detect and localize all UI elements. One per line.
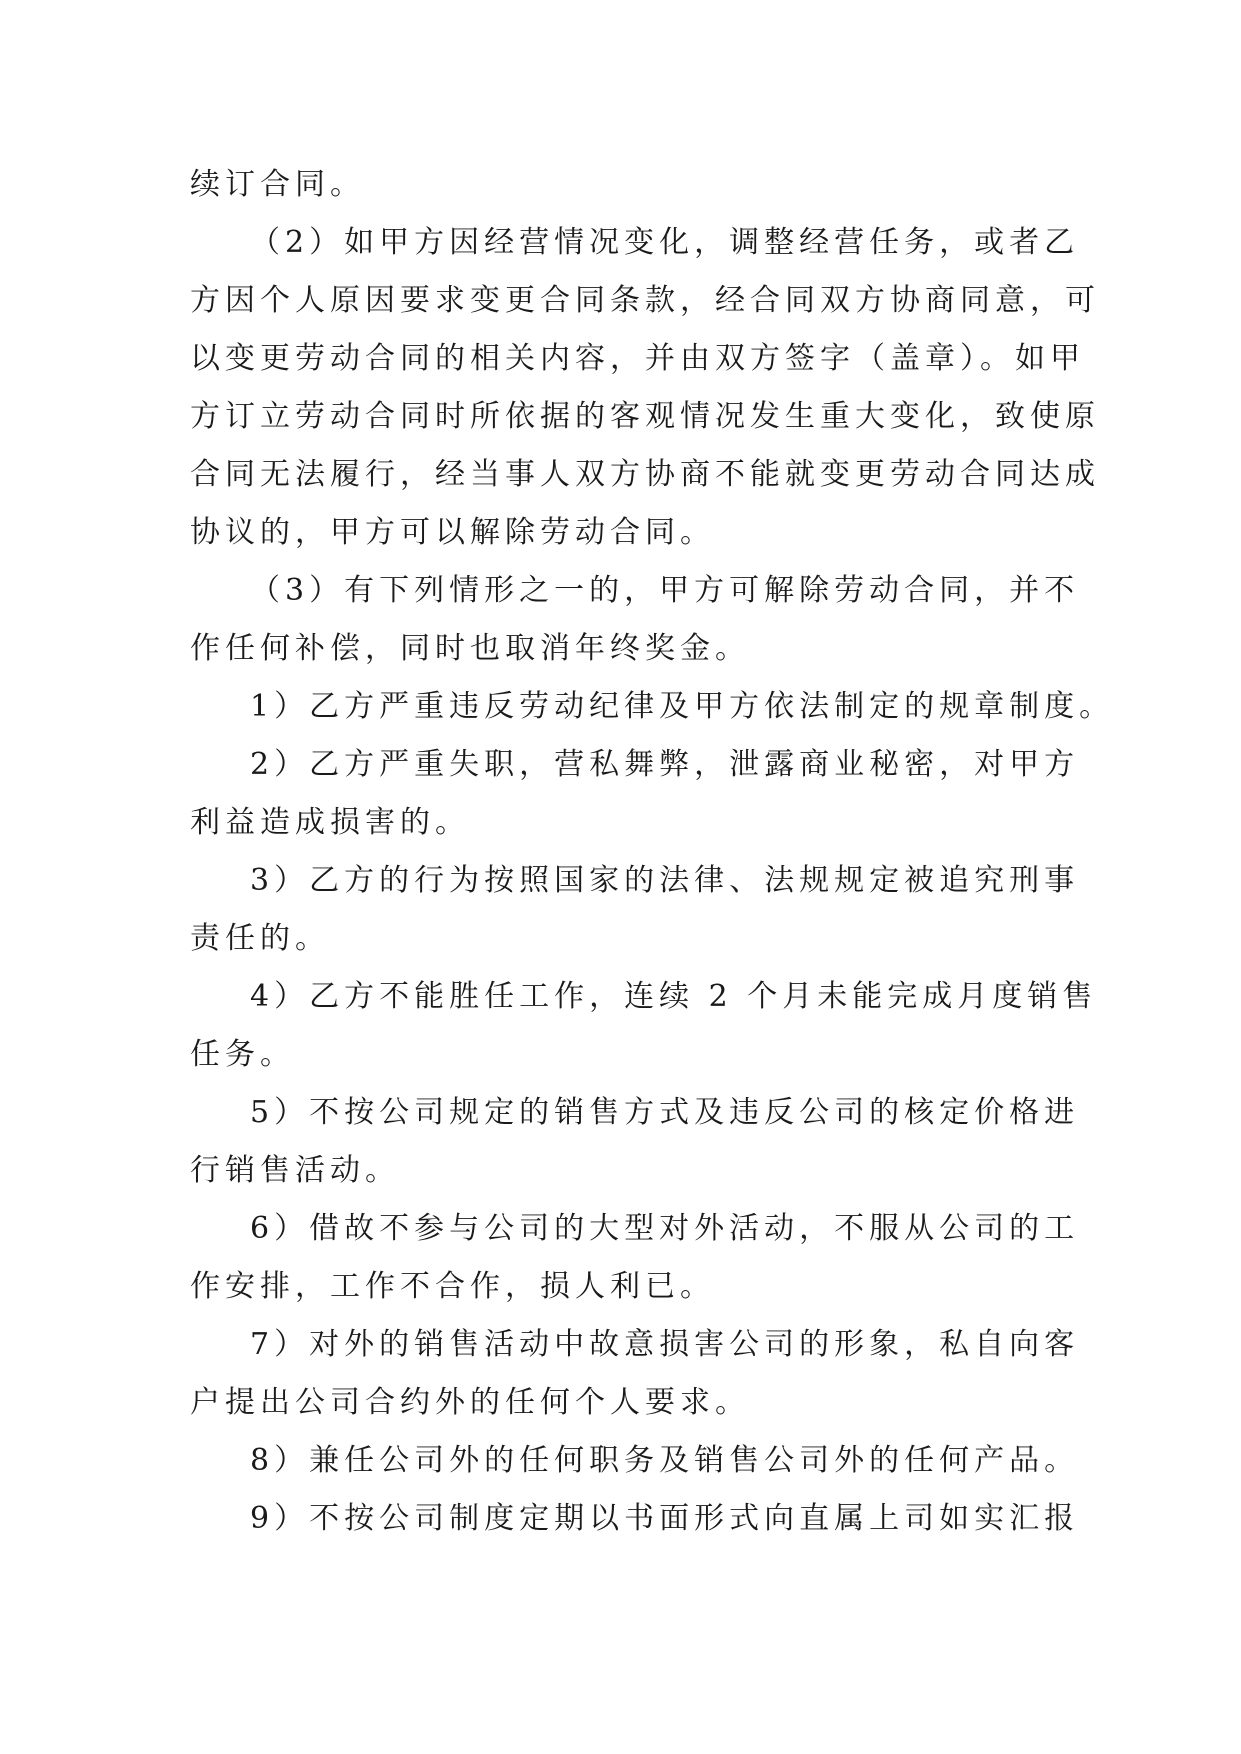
text-line: 续订合同。 [190,167,365,202]
text-line: 7）对外的销售活动中故意损害公司的形象，私自向客 [250,1327,1080,1362]
text-line: 协议的，甲方可以解除劳动合同。 [190,515,715,550]
text-line: 3）乙方的行为按照国家的法律、法规规定被追究刑事 [250,863,1080,898]
text-line: 以变更劳动合同的相关内容，并由双方签字（盖章）。如甲 [190,341,1085,376]
document-body [190,156,1115,1548]
text-line: 合同无法履行，经当事人双方协商不能就变更劳动合同达成 [190,457,1100,492]
text-line: 任务。 [190,1037,295,1072]
text-line: 8）兼任公司外的任何职务及销售公司外的任何产品。 [250,1443,1080,1478]
text-line: 5）不按公司规定的销售方式及违反公司的核定价格进 [250,1095,1080,1130]
text-line: 方订立劳动合同时所依据的客观情况发生重大变化，致使原 [190,399,1100,434]
text-line: 行销售活动。 [190,1153,400,1188]
text-line: 9）不按公司制度定期以书面形式向直属上司如实汇报 [250,1501,1080,1536]
text-line: 6）借故不参与公司的大型对外活动，不服从公司的工 [250,1211,1080,1246]
text-line: 作安排，工作不合作，损人利已。 [190,1269,715,1304]
text-line: 利益造成损害的。 [190,805,470,840]
text-line: （3）有下列情形之一的，甲方可解除劳动合同，并不 [250,573,1080,608]
text-line: 作任何补偿，同时也取消年终奖金。 [190,631,750,666]
text-line: 责任的。 [190,921,330,956]
text-line: （2）如甲方因经营情况变化，调整经营任务，或者乙 [250,225,1080,260]
text-line: 2）乙方严重失职，营私舞弊，泄露商业秘密，对甲方 [250,747,1080,782]
text-line: 户提出公司合约外的任何个人要求。 [190,1385,750,1420]
text-line: 1）乙方严重违反劳动纪律及甲方依法制定的规章制度。 [250,689,1115,724]
text-line: 4）乙方不能胜任工作，连续 2 个月未能完成月度销售 [250,979,1098,1014]
text-line: 方因个人原因要求变更合同条款，经合同双方协商同意，可 [190,283,1100,318]
